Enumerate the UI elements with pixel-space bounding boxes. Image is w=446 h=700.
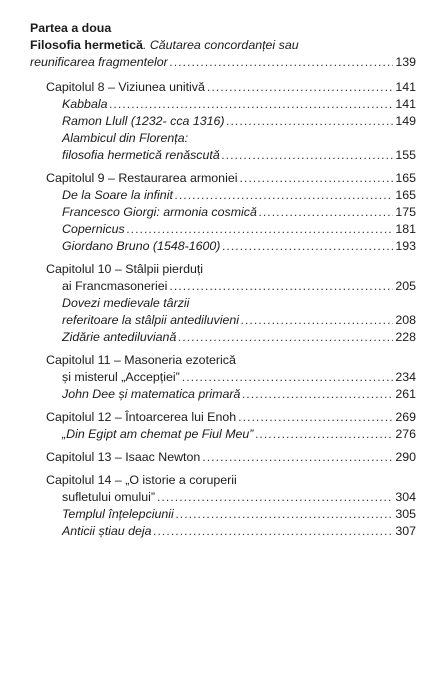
dot-leader xyxy=(241,312,393,329)
page-number: 165 xyxy=(395,171,416,185)
section-entry-text: „Din Egipt am chemat pe Fiul Meu” xyxy=(62,427,254,441)
section-entry-text: Anticii știau deja xyxy=(62,524,152,538)
dot-leader xyxy=(169,278,393,295)
dot-leader xyxy=(242,386,393,403)
dot-leader xyxy=(170,54,394,71)
page-number: 208 xyxy=(395,313,416,327)
chapter-title-line xyxy=(0,369,446,386)
page-number: 141 xyxy=(395,80,416,94)
section-entry-text: Giordano Bruno (1548-1600) xyxy=(62,239,221,253)
section-entry-text: John Dee și matematica primară xyxy=(62,387,241,401)
page-number: 149 xyxy=(395,114,416,128)
dot-leader xyxy=(255,426,393,443)
chapter-title-line xyxy=(0,79,446,96)
chapter-title-line-text: sufletului omului” xyxy=(62,490,155,504)
page-number: 181 xyxy=(395,222,416,236)
section-entry-text: Kabbala xyxy=(62,97,108,111)
section-entry xyxy=(0,238,446,255)
section-entry-text: De la Soare la infinit xyxy=(62,188,173,202)
part-title-line xyxy=(0,37,446,54)
dot-leader xyxy=(222,238,393,255)
section-entry xyxy=(0,426,446,443)
page-number: 193 xyxy=(395,239,416,253)
page-number: 205 xyxy=(395,279,416,293)
chapter-title-line-text: Capitolul 11 – Masoneria ezoterică xyxy=(46,353,236,367)
page-number: 261 xyxy=(395,387,416,401)
page-number: 139 xyxy=(395,55,416,69)
chapter-title-line-text: Capitolul 8 – Viziunea unitivă xyxy=(46,80,205,94)
dot-leader xyxy=(222,147,394,164)
part-title-bold: Filosofia hermetică xyxy=(30,38,143,52)
chapter-title-line xyxy=(0,170,446,187)
page-number: 307 xyxy=(395,524,416,538)
dot-leader xyxy=(175,187,393,204)
chapter-title-line-text: Capitolul 10 – Stâlpii pierduți xyxy=(46,262,204,276)
part-heading xyxy=(0,20,446,37)
chapter-title-line xyxy=(0,278,446,295)
section-entry xyxy=(0,386,446,403)
section-entry xyxy=(0,96,446,113)
section-entry xyxy=(0,523,446,540)
chapter-title-line xyxy=(0,472,446,489)
chapter-entry xyxy=(0,409,446,443)
chapter-entry xyxy=(0,261,446,346)
dot-leader xyxy=(109,96,393,113)
section-entry xyxy=(0,506,446,523)
page-number: 290 xyxy=(395,450,416,464)
page-number: 155 xyxy=(395,148,416,162)
section-entry xyxy=(0,187,446,204)
page-number: 141 xyxy=(395,97,416,111)
chapter-entry xyxy=(0,79,446,164)
section-entry xyxy=(0,130,446,147)
section-entry xyxy=(0,113,446,130)
page-number: 234 xyxy=(395,370,416,384)
section-entry xyxy=(0,147,446,164)
dot-leader xyxy=(176,506,394,523)
chapter-title-line-text: și misterul „Accepției” xyxy=(62,370,180,384)
section-entry-text: filosofia hermetică renăscută xyxy=(62,148,220,162)
dot-leader xyxy=(239,170,393,187)
section-entry-text: Ramon Llull (1232- cca 1316) xyxy=(62,114,225,128)
chapter-title-line xyxy=(0,489,446,506)
section-entry-text: referitoare la stâlpii antediluvieni xyxy=(62,313,240,327)
chapter-entry xyxy=(0,170,446,255)
page-number: 305 xyxy=(395,507,416,521)
dot-leader xyxy=(202,449,393,466)
dot-leader xyxy=(154,523,394,540)
page-number: 175 xyxy=(395,205,416,219)
chapter-entry xyxy=(0,449,446,466)
chapter-title-line xyxy=(0,449,446,466)
page-number: 228 xyxy=(395,330,416,344)
part-title-rest: . Căutarea concordanței sau xyxy=(142,38,299,52)
section-entry-text: Copernicus xyxy=(62,222,125,236)
dot-leader xyxy=(207,79,393,96)
table-of-contents xyxy=(0,20,446,540)
section-entry-text: Francesco Giorgi: armonia cosmică xyxy=(62,205,257,219)
chapter-title-line-text: Capitolul 14 – „O istorie a coruperii xyxy=(46,473,237,487)
dot-leader xyxy=(238,409,393,426)
dot-leader xyxy=(178,329,393,346)
dot-leader xyxy=(227,113,394,130)
section-entry-text: Alambicul din Florența: xyxy=(62,131,189,145)
page-number: 165 xyxy=(395,188,416,202)
chapter-title-line xyxy=(0,261,446,278)
chapter-entry xyxy=(0,352,446,403)
section-entry xyxy=(0,204,446,221)
section-entry xyxy=(0,221,446,238)
section-entry xyxy=(0,329,446,346)
page-number: 276 xyxy=(395,427,416,441)
dot-leader xyxy=(127,221,394,238)
chapter-title-line-text: Capitolul 13 – Isaac Newton xyxy=(46,450,201,464)
part-title-line2 xyxy=(0,54,446,71)
part-title-line2-text: reunificarea fragmentelor xyxy=(30,55,168,69)
chapter-entry xyxy=(0,472,446,540)
dot-leader xyxy=(259,204,393,221)
chapter-title-line xyxy=(0,352,446,369)
section-entry xyxy=(0,312,446,329)
section-entry-text: Templul înțelepciunii xyxy=(62,507,174,521)
chapter-title-line xyxy=(0,409,446,426)
page-number: 304 xyxy=(395,490,416,504)
chapter-title-line-text: ai Francmasoneriei xyxy=(62,279,168,293)
part-heading-text: Partea a doua xyxy=(30,21,112,35)
dot-leader xyxy=(182,369,394,386)
section-entry-text: Zidărie antediluviană xyxy=(62,330,177,344)
section-entry-text: Dovezi medievale târzii xyxy=(62,296,190,310)
section-entry xyxy=(0,295,446,312)
chapter-list xyxy=(0,79,446,540)
chapter-title-line-text: Capitolul 12 – Întoarcerea lui Enoh xyxy=(46,410,237,424)
chapter-title-line-text: Capitolul 9 – Restaurarea armoniei xyxy=(46,171,238,185)
page-number: 269 xyxy=(395,410,416,424)
dot-leader xyxy=(157,489,393,506)
